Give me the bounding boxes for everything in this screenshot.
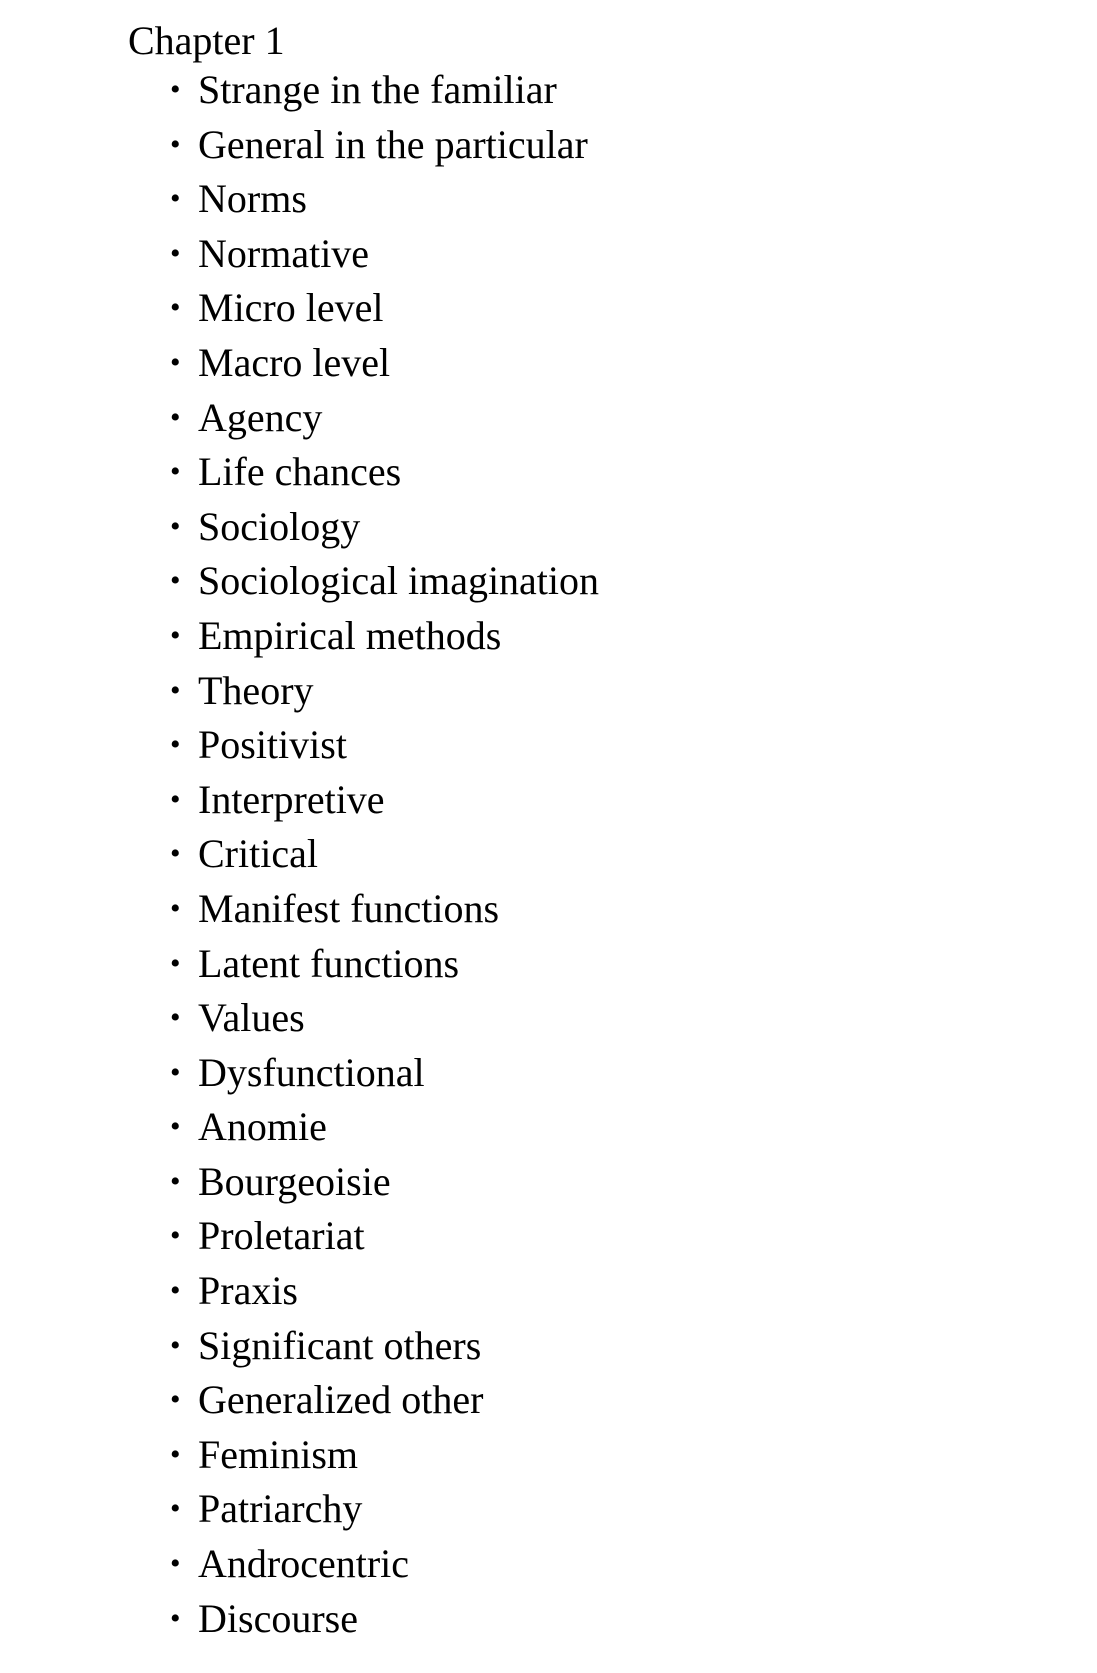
term-label: Empirical methods [198, 612, 502, 658]
bullet-icon: • [170, 1437, 181, 1471]
term-label: Theory [198, 667, 314, 713]
term-label: Androcentric [198, 1541, 410, 1587]
term-label: Micro level [198, 285, 384, 331]
bullet-icon: • [170, 345, 181, 379]
bullet-icon: • [170, 73, 181, 106]
term-label: Generalized other [198, 1377, 484, 1423]
term-label: Dysfunctional [198, 1049, 425, 1095]
bullet-icon: • [170, 1219, 181, 1253]
bullet-icon: • [170, 728, 181, 762]
bullet-icon: • [170, 1492, 181, 1526]
term-label: Patriarchy [198, 1486, 363, 1532]
bullet-icon: • [170, 400, 181, 434]
term-label: Macro level [198, 339, 391, 385]
term-label: Normative [198, 230, 370, 276]
bullet-icon: • [170, 1164, 181, 1198]
bullet-icon: • [170, 1547, 181, 1581]
bullet-icon: • [170, 564, 181, 598]
term-label: Bourgeoisie [198, 1158, 391, 1204]
bullet-icon: • [170, 1001, 181, 1035]
term-label: Significant others [198, 1322, 482, 1368]
bullet-icon: • [170, 1328, 181, 1362]
bullet-icon: • [170, 127, 181, 161]
term-label: Proletariat [198, 1213, 365, 1259]
bullet-icon: • [170, 291, 181, 325]
term-label: Positivist [198, 722, 347, 768]
bullet-icon: • [170, 1383, 181, 1417]
term-label: Critical [198, 831, 318, 877]
bullet-icon: • [170, 1110, 181, 1144]
term-label: Feminism [198, 1431, 359, 1477]
term-label: Latent functions [198, 940, 460, 986]
bullet-icon: • [170, 236, 181, 270]
term-label: Norms [198, 176, 307, 222]
bullet-icon: • [170, 837, 181, 871]
term-label: Values [198, 995, 305, 1041]
bullet-icon: • [170, 946, 181, 980]
term-label: Anomie [198, 1104, 327, 1150]
term-label: Agency [198, 394, 323, 440]
term-label: Manifest functions [198, 885, 500, 931]
term-label: Strange in the familiar [198, 67, 557, 112]
chapter-title: Chapter 1 [128, 18, 285, 63]
term-label: Praxis [198, 1268, 298, 1314]
bullet-icon: • [170, 673, 181, 707]
bullet-icon: • [170, 509, 181, 543]
term-label: Sociological imagination [198, 558, 600, 604]
bullet-icon: • [170, 1055, 181, 1089]
term-label: Discourse [198, 1595, 358, 1641]
bullet-icon: • [170, 1601, 181, 1635]
bullet-icon: • [170, 618, 181, 652]
term-label: Interpretive [198, 776, 385, 822]
bullet-icon: • [170, 182, 181, 216]
term-label: Sociology [198, 503, 361, 549]
bullet-icon: • [170, 891, 181, 925]
term-label: Life chances [198, 449, 402, 495]
term-label: General in the particular [198, 121, 588, 167]
bullet-icon: • [170, 1274, 181, 1308]
bullet-icon: • [170, 455, 181, 489]
bullet-icon: • [170, 782, 181, 816]
